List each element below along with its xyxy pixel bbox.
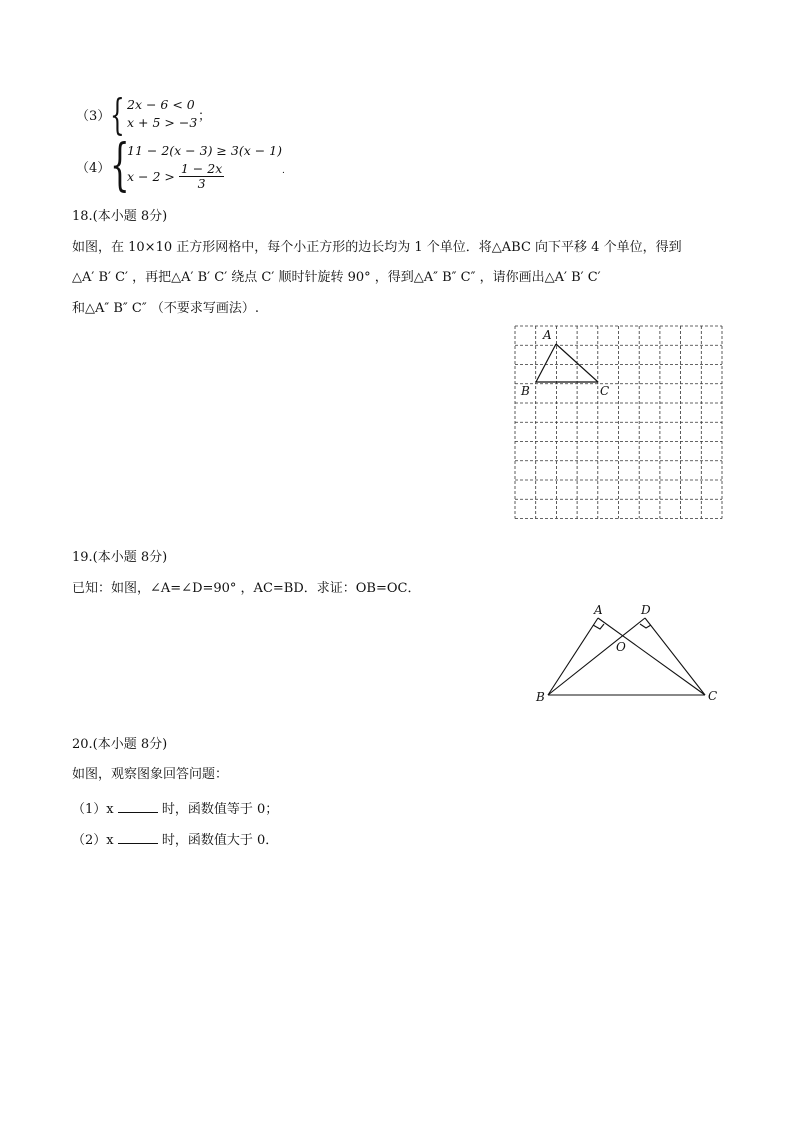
q20-part2-blank[interactable] — [118, 831, 158, 844]
q17-part4-fraction — [179, 162, 224, 191]
q19-text-line1: 已知：如图，∠A=∠D=90° ，AC=BD．求证：OB=OC． — [72, 581, 421, 596]
q19-label-a: A — [594, 603, 603, 617]
q20-part1-label: （1）x — [72, 802, 114, 817]
q20-part2 — [72, 831, 278, 850]
q17-part4-label: （4） — [76, 161, 111, 176]
q18-grid-figure — [510, 322, 726, 522]
q18-triangle-abc — [536, 344, 598, 382]
q17-part4-brace: { — [110, 133, 130, 198]
q19-segment-bd — [548, 618, 645, 695]
q18-label-c: C — [600, 384, 610, 398]
q18-text-line3: 和△A″ B″ C″ （不要求写画法）. — [72, 301, 259, 316]
q20-header: 20.(本小题 8分) — [72, 737, 168, 752]
q19-triangles-figure — [530, 600, 730, 708]
q20-part1-rest: 时，函数值等于 0； — [161, 802, 279, 817]
q18-header: 18.(本小题 8分) — [72, 209, 168, 224]
q17-part4-eq2 — [127, 162, 224, 191]
q20-part2-label: （2）x — [72, 833, 114, 848]
q17-part4-eq2-left: x − 2 > — [127, 169, 175, 184]
q20-part1 — [72, 800, 278, 819]
q19-label-o: O — [616, 640, 626, 654]
q19-segment-ba — [548, 618, 598, 695]
q19-right-angle-d — [640, 624, 651, 628]
q19-segment-dc — [645, 618, 705, 695]
q19-right-angle-a — [593, 624, 604, 629]
q17-part4-denominator: 3 — [197, 176, 206, 191]
q19-label-b: B — [536, 690, 545, 704]
q18-grid-lines — [515, 326, 722, 519]
q20-part2-rest: 时，函数值大于 0． — [161, 833, 279, 848]
q17-part4-numerator: 1 − 2x — [180, 161, 223, 176]
q17-part3-label: （3） — [76, 109, 111, 124]
q17-part3-end: ； — [198, 109, 212, 124]
q20-part1-blank[interactable] — [118, 800, 158, 813]
q18-label-b: B — [521, 384, 530, 398]
q18-label-a: A — [543, 328, 552, 342]
q18-text-line1: 如图，在 10×10 正方形网格中，每个小正方形的边长均为 1 个单位．将△ABC 向下平移 4 个单位，得到 — [72, 240, 682, 255]
q19-label-c: C — [708, 689, 718, 703]
q17-part3-eq1: 2x − 6 < 0 — [127, 97, 195, 112]
q20-text-line1: 如图，观察图象回答问题： — [72, 767, 229, 782]
q17-part4-end: . — [282, 166, 285, 176]
q17-part4-eq1: 11 − 2(x − 3) ≥ 3(x − 1) — [127, 143, 283, 158]
q19-segment-ac — [598, 618, 705, 695]
q19-header: 19.(本小题 8分) — [72, 550, 168, 565]
q18-text-line2: △A′ B′ C′ ，再把△A′ B′ C′ 绕点 C′ 顺时针旋转 90° ，得到△A″ B″ C″ ，请你画出△A′ B′ C′ — [72, 270, 601, 285]
q17-part3-eq2: x + 5 > −3 — [127, 115, 198, 130]
q19-label-d: D — [641, 603, 651, 617]
q17-part3-brace: { — [110, 90, 125, 139]
